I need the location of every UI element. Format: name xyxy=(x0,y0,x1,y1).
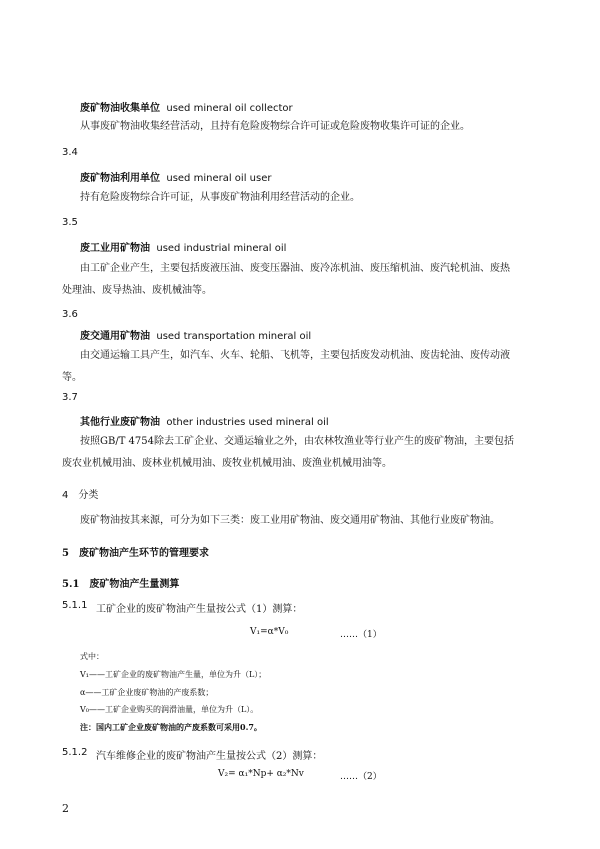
where-label: 式中： xyxy=(80,652,104,661)
clause-number-5-1-1: 5.1.1 xyxy=(62,600,88,611)
note: 注：国内工矿企业废矿物油的产废系数可采用0.7。 xyxy=(80,722,262,732)
page-number: 2 xyxy=(62,802,69,815)
definition-industrial-line2: 处理油、废导热油、废机械油等。 xyxy=(62,285,212,296)
term-industrial xyxy=(80,239,286,254)
clause-number-5-1-2: 5.1.2 xyxy=(62,747,88,758)
term-transportation xyxy=(80,327,311,342)
term-zh: 废矿物油收集单位 xyxy=(80,103,160,114)
definition-other-line1: 按照GB/T 4754除去工矿企业、交通运输业之外，由农林牧渔业等行业产生的废矿物油，主要包括 xyxy=(80,436,515,447)
formula-1: V₁=α*V₀ xyxy=(250,627,289,637)
term-en: other industries used mineral oil xyxy=(166,417,329,428)
term-zh: 废矿物油利用单位 xyxy=(80,173,160,184)
formula-2: V₂= α₁*Np+ α₂*Nv xyxy=(218,769,304,779)
clause-5-1-1-text: 工矿企业的废矿物油产生量按公式（1）测算： xyxy=(96,604,303,615)
term-zh: 其他行业废矿物油 xyxy=(80,417,160,428)
definition-industrial-line1: 由工矿企业产生，主要包括废液压油、废变压器油、废冷冻机油、废压缩机油、废汽轮机油、废热 xyxy=(80,263,510,274)
term-en: used mineral oil user xyxy=(166,173,272,184)
term-zh: 废工业用矿物油 xyxy=(80,243,150,254)
term-zh: 废交通用矿物油 xyxy=(80,331,150,342)
term-en: used industrial mineral oil xyxy=(156,243,287,254)
formula-1-number: ……（1） xyxy=(340,630,382,640)
definition-transportation-line2: 等。 xyxy=(62,372,82,383)
section-5-1-title: 5.1 废矿物油产生量测算 xyxy=(62,579,180,590)
definition-other-line2: 废农业机械用油、废林业机械用油、废牧业机械用油、废渔业机械用油等。 xyxy=(62,458,392,469)
variable-alpha: α——工矿企业废矿物油的产废系数； xyxy=(80,688,214,697)
definition-transportation-line1: 由交通运输工具产生，如汽车、火车、轮船、飞机等，主要包括废发动机油、废齿轮油、废传动液 xyxy=(80,350,510,361)
section-4-body: 废矿物油按其来源，可分为如下三类：废工业用矿物油、废交通用矿物油、其他行业废矿物油。 xyxy=(80,515,500,526)
term-other xyxy=(80,413,329,428)
definition-user: 持有危险废物综合许可证，从事废矿物油利用经营活动的企业。 xyxy=(80,192,360,203)
variable-v0: V₀——工矿企业购买的润滑油量，单位为升（L）。 xyxy=(80,705,259,714)
definition-collector: 从事废矿物油收集经营活动，且持有危险废物综合许可证或危险废物收集许可证的企业。 xyxy=(80,121,470,132)
clause-number-3-6: 3.6 xyxy=(62,309,78,320)
term-en: used mineral oil collector xyxy=(166,103,293,114)
clause-5-1-2-text: 汽车维修企业的废矿物油产生量按公式（2）测算： xyxy=(96,751,323,762)
variable-v1: V₁——工矿企业的废矿物油产生量，单位为升（L）； xyxy=(80,670,267,679)
section-4-title: 4 分类 xyxy=(62,490,99,501)
clause-number-3-5: 3.5 xyxy=(62,217,78,228)
clause-number-3-4: 3.4 xyxy=(62,147,78,158)
term-collector xyxy=(80,99,293,114)
clause-number-3-7: 3.7 xyxy=(62,392,78,403)
term-user xyxy=(80,169,271,184)
term-en: used transportation mineral oil xyxy=(156,331,312,342)
section-5-title: 5 废矿物油产生环节的管理要求 xyxy=(62,548,209,559)
formula-2-number: ……（2） xyxy=(340,772,382,782)
